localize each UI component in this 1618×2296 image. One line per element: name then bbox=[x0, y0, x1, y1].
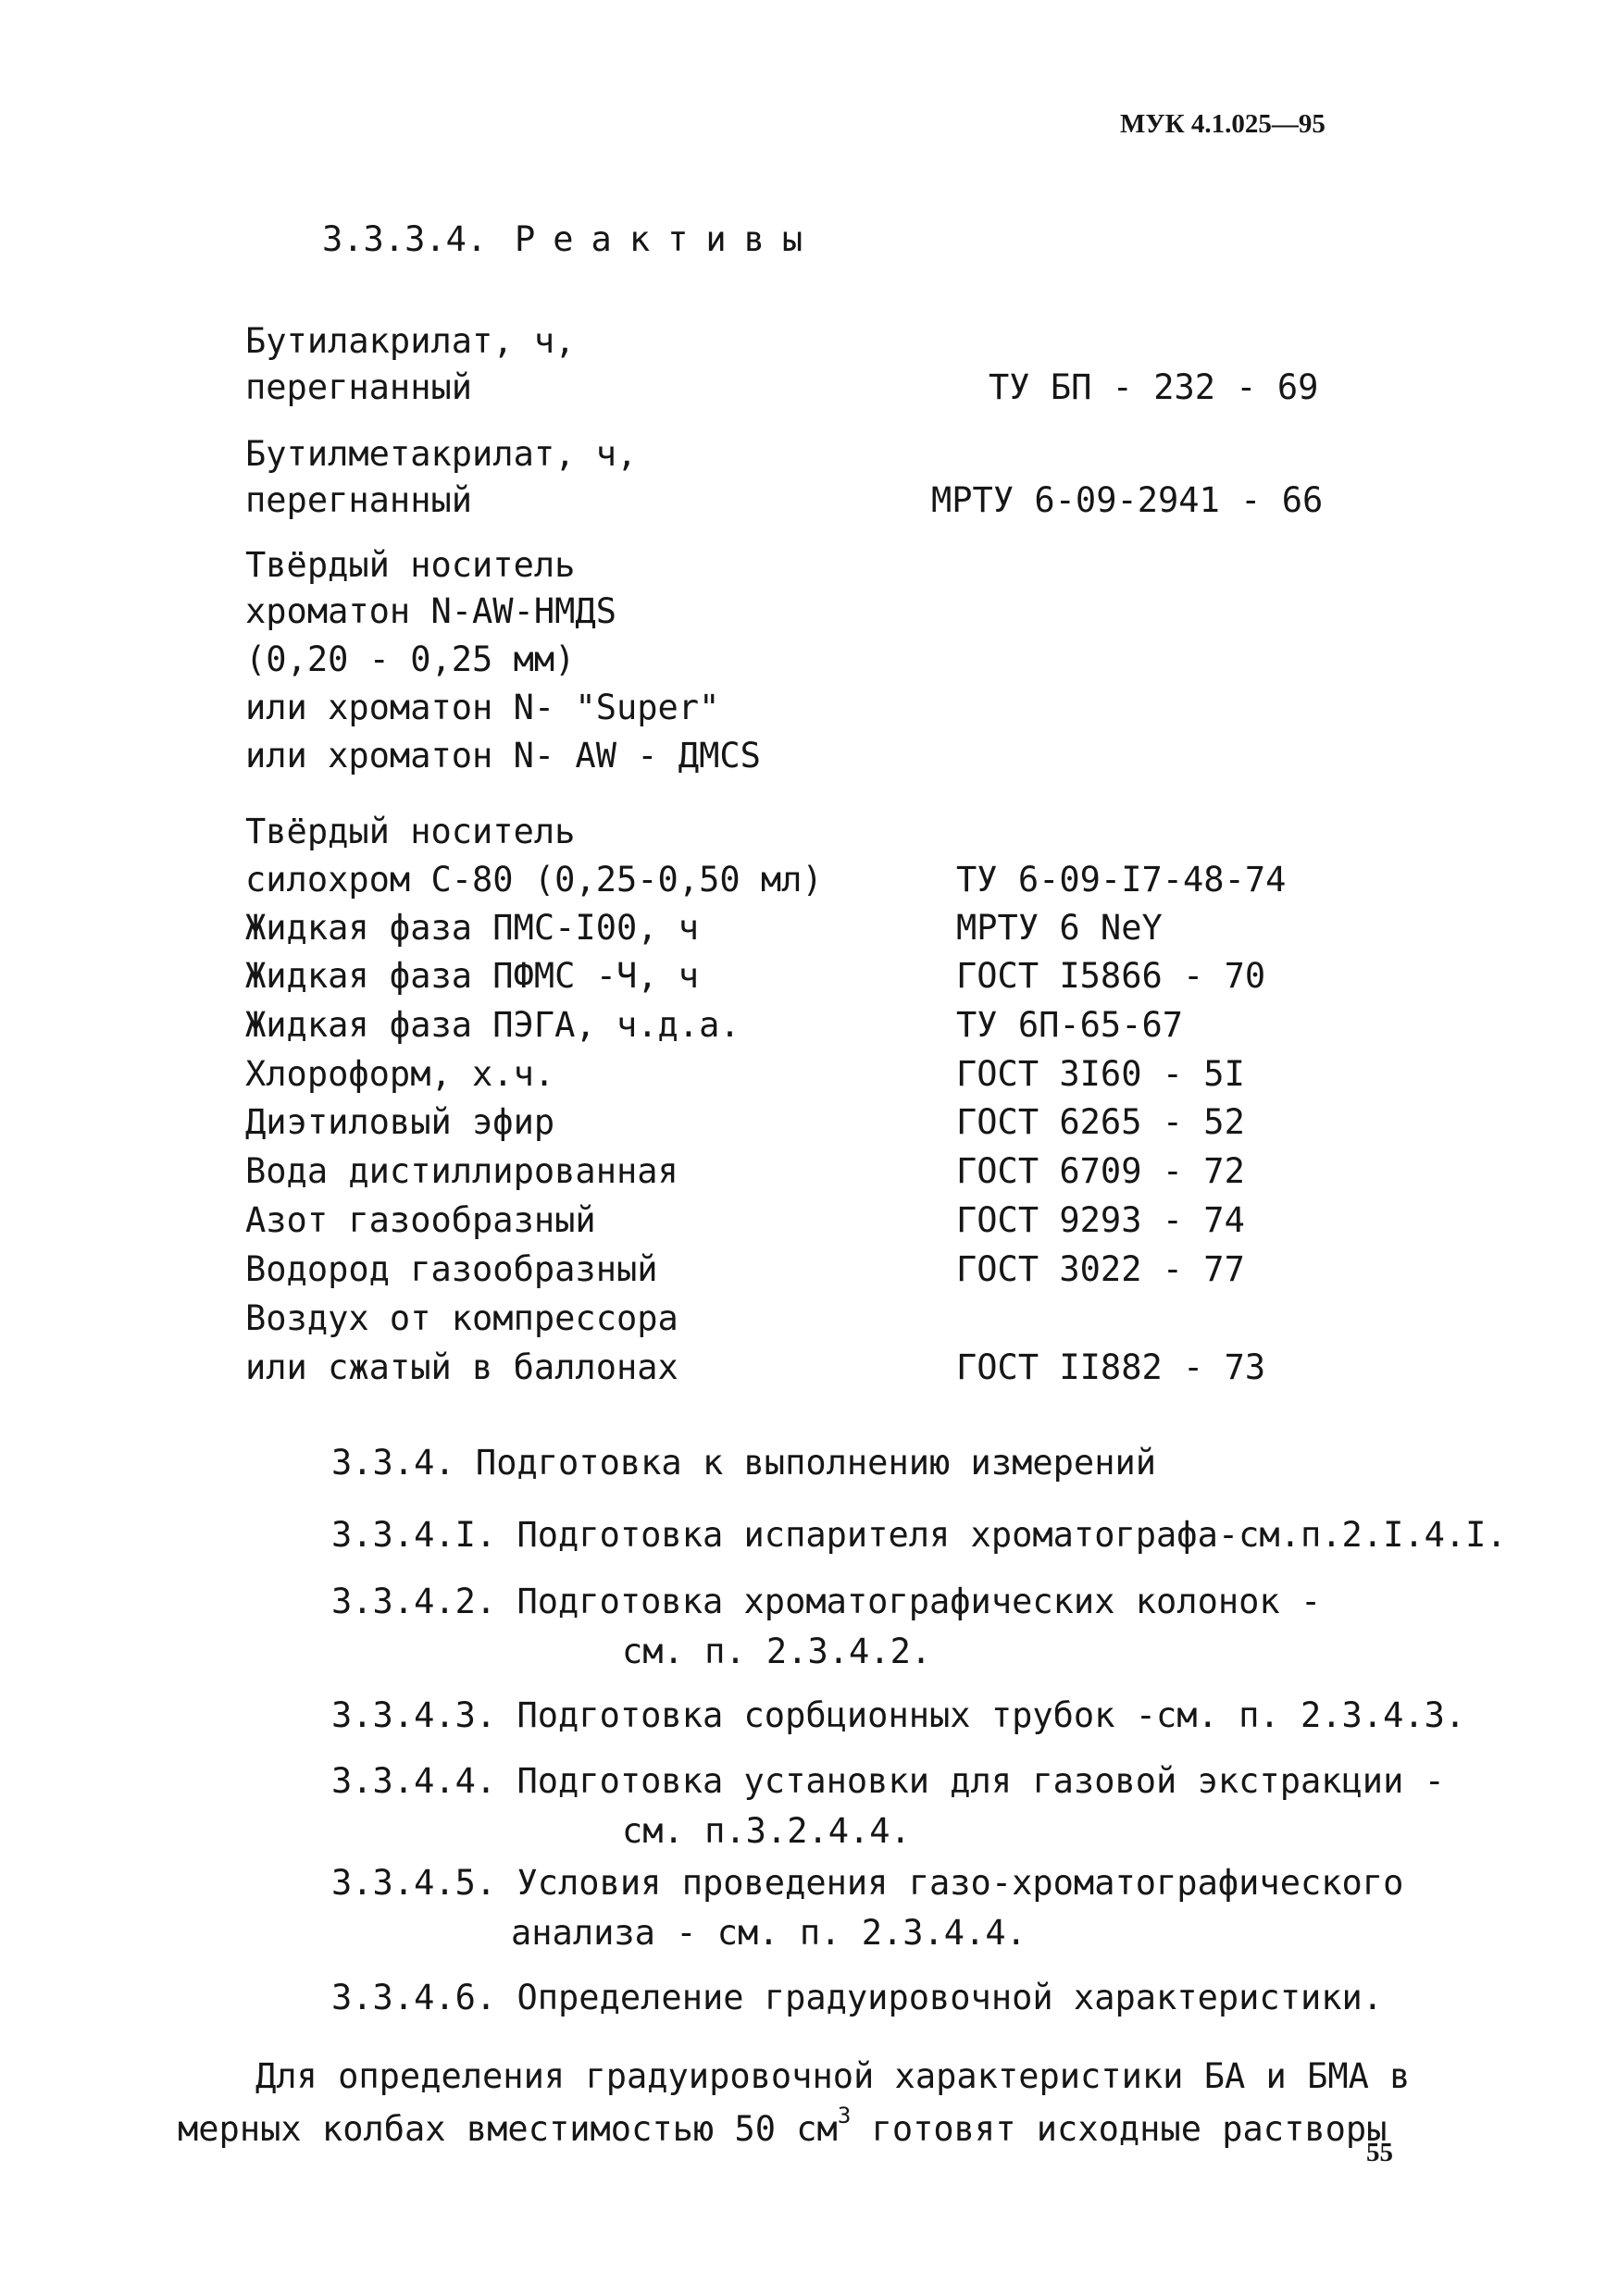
paragraph-line: Для определения градуировочной характеристики БА и БМА в bbox=[255, 2056, 1411, 2096]
page-number: 55 bbox=[1366, 2138, 1393, 2167]
reagent-name-cont: перегнанный bbox=[245, 367, 473, 407]
reagent-standard: ГОСТ I5866 - 70 bbox=[956, 956, 1266, 996]
reagent-name: Диэтиловый эфир bbox=[245, 1102, 555, 1142]
section-number: 3.3.3.4. bbox=[322, 219, 488, 259]
reagent-line: (0,20 - 0,25 мм) bbox=[245, 639, 576, 679]
reagent-standard: МРТУ 6 NeY bbox=[956, 908, 1163, 948]
paragraph-text: мерных колбах вместимостью 50 см bbox=[178, 2109, 838, 2149]
prep-item-cont: см. п.3.2.4.4. bbox=[622, 1811, 911, 1851]
reagent-standard: ГОСТ 3022 - 77 bbox=[956, 1249, 1245, 1289]
reagent-name: Воздух от компрессора bbox=[245, 1298, 678, 1338]
prep-item: 3.3.4.4. Подготовка установки для газовой экстракции - bbox=[331, 1761, 1445, 1801]
reagent-name: Твёрдый носитель bbox=[245, 812, 576, 851]
superscript: 3 bbox=[837, 2103, 852, 2128]
document-code: МУК 4.1.025—95 bbox=[1120, 109, 1326, 139]
reagent-standard: ТУ БП - 232 - 69 bbox=[989, 367, 1319, 407]
prep-item: 3.3.4.5. Условия проведения газо-хроматографического bbox=[331, 1863, 1404, 1903]
section-title: Реактивы bbox=[515, 219, 821, 259]
reagent-standard: ТУ 6-09-I7-48-74 bbox=[956, 860, 1287, 900]
reagent-standard: МРТУ 6-09-2941 - 66 bbox=[931, 480, 1324, 520]
reagent-name: Жидкая фаза ПМС-I00, ч bbox=[245, 908, 700, 948]
reagent-standard: ГОСТ 6709 - 72 bbox=[956, 1151, 1245, 1191]
reagent-name: Жидкая фаза ПЭГА, ч.д.а. bbox=[245, 1005, 741, 1045]
reagent-name-cont: перегнанный bbox=[245, 480, 473, 520]
reagent-name-cont: силохром С-80 (0,25-0,50 мл) bbox=[245, 860, 823, 900]
reagent-standard: ГОСТ 9293 - 74 bbox=[956, 1200, 1245, 1240]
reagent-line: или хроматон N- "Super" bbox=[245, 688, 720, 727]
reagent-name: Хлороформ, х.ч. bbox=[245, 1054, 555, 1094]
paragraph-line bbox=[178, 2103, 1388, 2149]
prep-item: 3.3.4.6. Определение градуировочной характеристики. bbox=[331, 1978, 1384, 2017]
reagent-line: или хроматон N- AW - ДМСS bbox=[245, 736, 761, 776]
reagent-name: Бутилметакрилат, ч, bbox=[245, 434, 638, 474]
prep-item: 3.3.4.I. Подготовка испарителя хроматографа-см.п.2.I.4.I. bbox=[331, 1515, 1507, 1555]
prep-item-cont: анализа - см. п. 2.3.4.4. bbox=[511, 1913, 1027, 1953]
reagent-name: Жидкая фаза ПФМС -Ч, ч bbox=[245, 956, 700, 996]
prep-item-cont: см. п. 2.3.4.2. bbox=[622, 1632, 932, 1671]
subsection-title: 3.3.4. Подготовка к выполнению измерений bbox=[331, 1443, 1157, 1483]
prep-item: 3.3.4.3. Подготовка сорбционных трубок -см. п. 2.3.4.3. bbox=[331, 1695, 1466, 1735]
reagent-line: Твёрдый носитель bbox=[245, 545, 576, 585]
reagent-name: Бутилакрилат, ч, bbox=[245, 321, 576, 361]
prep-item: 3.3.4.2. Подготовка хроматографических колонок - bbox=[331, 1582, 1322, 1621]
reagent-line: хроматон N-AW-HMДS bbox=[245, 591, 616, 631]
reagent-standard: ГОСТ 6265 - 52 bbox=[956, 1102, 1245, 1142]
reagent-name: Азот газообразный bbox=[245, 1200, 596, 1240]
reagent-standard: ГОСТ II882 - 73 bbox=[956, 1347, 1266, 1387]
reagent-standard: ТУ 6П-65-67 bbox=[956, 1005, 1184, 1045]
paragraph-text: готовят исходные растворы bbox=[851, 2109, 1388, 2149]
reagent-name: Водород газообразный bbox=[245, 1249, 658, 1289]
reagent-name-cont: или сжатый в баллонах bbox=[245, 1347, 678, 1387]
reagent-standard: ГОСТ 3I60 - 5I bbox=[956, 1054, 1245, 1094]
reagent-name: Вода дистиллированная bbox=[245, 1151, 678, 1191]
